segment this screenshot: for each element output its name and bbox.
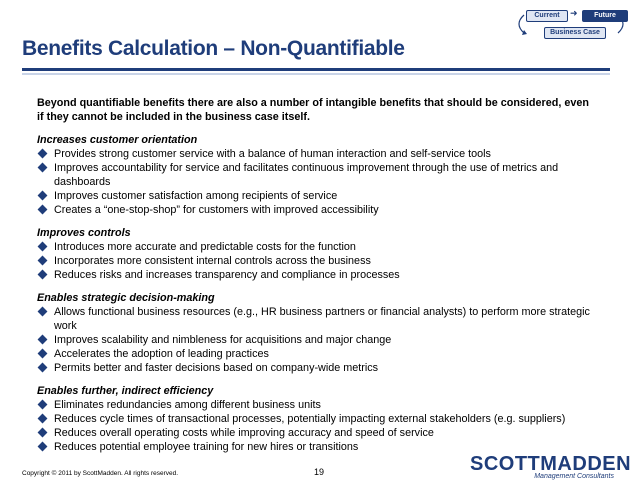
diamond-bullet-icon: [38, 149, 48, 159]
list-item: Eliminates redundancies among different business units: [37, 398, 597, 412]
section-title: Enables strategic decision-making: [37, 292, 215, 304]
nav-business-case: Business Case: [544, 27, 606, 39]
section-title: Enables further, indirect efficiency: [37, 385, 214, 397]
list-item: Reduces risks and increases transparency and compliance in processes: [37, 268, 597, 282]
list-item: Reduces overall operating costs while improving accuracy and speed of service: [37, 426, 597, 440]
list-item: Incorporates more consistent internal controls across the business: [37, 254, 597, 268]
diamond-bullet-icon: [38, 363, 48, 373]
title-rule-shadow: [22, 73, 610, 75]
diamond-bullet-icon: [38, 242, 48, 252]
diamond-bullet-icon: [38, 442, 48, 452]
section-controls: [37, 226, 597, 282]
list-item: Improves accountability for service and facilitates continuous improvement through the use of metrics and dashboards: [37, 161, 597, 189]
page-number: 19: [314, 467, 325, 477]
list-item: Allows functional business resources (e.g., HR business partners or financial analysts) to perform more strategic work: [37, 305, 597, 333]
list-item: Reduces cycle times of transactional processes, potentially impacting external stakeholders (e.g. suppliers): [37, 412, 597, 426]
diamond-bullet-icon: [38, 205, 48, 215]
nav-current: Current: [526, 10, 568, 22]
section-indirect-efficiency: [37, 384, 597, 454]
title-rule: [22, 68, 610, 71]
diamond-bullet-icon: [38, 307, 48, 317]
diamond-bullet-icon: [38, 191, 48, 201]
list-item: Improves scalability and nimbleness for acquisitions and major change: [37, 333, 597, 347]
company-logo: [470, 453, 632, 487]
list-item: Permits better and faster decisions based on company-wide metrics: [37, 361, 597, 375]
section-customer-orientation: [37, 133, 597, 217]
copyright-text: Copyright © 2011 by ScottMadden. All rights reserved.: [22, 470, 179, 477]
nav-diagram: [512, 5, 630, 43]
diamond-bullet-icon: [38, 400, 48, 410]
nav-future: Future: [582, 10, 628, 22]
content-body: [37, 96, 597, 463]
intro-text: Beyond quantifiable benefits there are also a number of intangible benefits that should be considered, even if they cannot be included in the business case itself.: [37, 97, 589, 123]
list-item: Creates a “one-stop-shop” for customers with improved accessibility: [37, 203, 597, 217]
list-item: Reduces potential employee training for new hires or transitions: [37, 440, 597, 454]
list-item: Accelerates the adoption of leading practices: [37, 347, 597, 361]
diamond-bullet-icon: [38, 414, 48, 424]
page-title: Benefits Calculation – Non-Quantifiable: [22, 37, 405, 60]
diamond-bullet-icon: [38, 428, 48, 438]
section-strategic-decision-making: [37, 291, 597, 375]
arrow-right-icon: ➜: [570, 8, 578, 18]
diamond-bullet-icon: [38, 349, 48, 359]
list-item: Provides strong customer service with a balance of human interaction and self-service tools: [37, 147, 597, 161]
diamond-bullet-icon: [38, 256, 48, 266]
diamond-bullet-icon: [38, 270, 48, 280]
diamond-bullet-icon: [38, 163, 48, 173]
section-title: Improves controls: [37, 227, 131, 239]
list-item: Improves customer satisfaction among recipients of service: [37, 189, 597, 203]
logo-wordmark: SCOTTMADDEN: [470, 453, 632, 475]
diamond-bullet-icon: [38, 335, 48, 345]
list-item: Introduces more accurate and predictable costs for the function: [37, 240, 597, 254]
section-title: Increases customer orientation: [37, 134, 198, 146]
logo-tagline: Management Consultants: [534, 473, 614, 480]
